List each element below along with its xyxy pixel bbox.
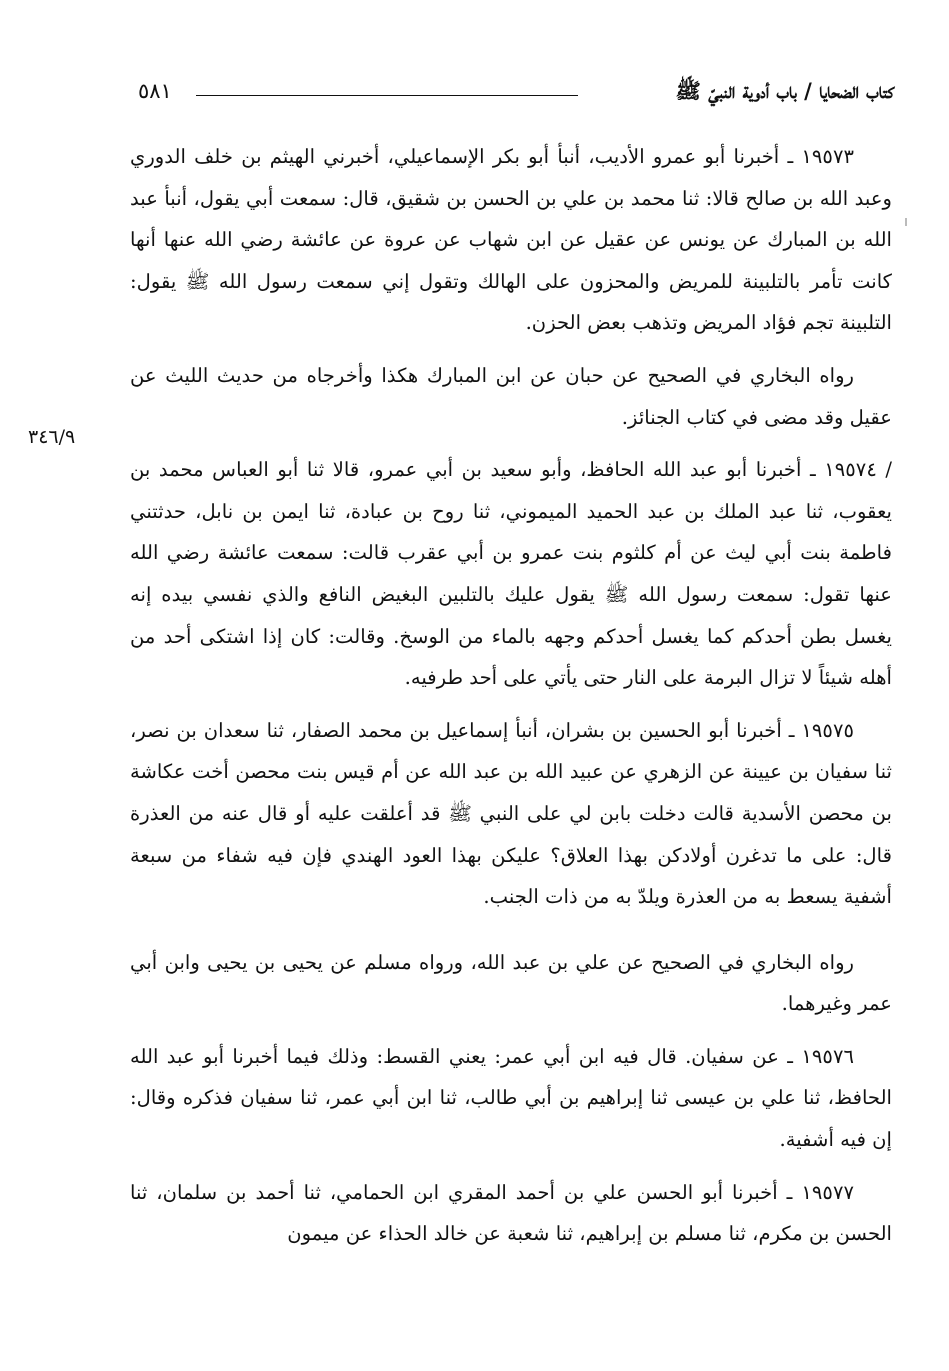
hadith-19575: ١٩٥٧٥ ـ أخبرنا أبو الحسين بن بشران، أنبأ إسماعيل بن محمد الصفار، ثنا سعدان بن نصر، ثنا سفيان بن عيينة عن الزهري عن عبيد الله بن عبد الله عن أم قيس بنت محصن أخت عكاشة بن محصن الأسدية قالت دخلت بابن لي على النبي ﷺ قد أعلقت عليه أو قال عنه من العذرة قال: على ما تدغرن أولادكن بهذا العلاق؟ عليكن بهذا العود الهندي فإن فيه شفاء من سبعة أشفية يسعط به من العذرة ويلدّ به من ذات الجنب. — [130, 718, 892, 909]
page-number: ٥٨١ — [138, 79, 172, 103]
hadith-19573: ١٩٥٧٣ ـ أخبرنا أبو عمرو الأديب، أنبأ أبو بكر الإسماعيلي، أخبرني الهيثم بن خلف الدوري وعبد الله بن صالح قالا: ثنا محمد بن علي بن الحسن بن شقيق، قال: سمعت أبي يقول، أنبأ عبد الله بن المبارك عن يونس عن عقيل عن ابن شهاب عن عروة عن عائشة رضي الله عنها أنها كانت تأمر بالتلبينة للمريض والمحزون على الهالك وتقول إني سمعت رسول الله ﷺ يقول: التلبينة تجم فؤاد المريض وتذهب بعض الحزن. — [130, 145, 892, 335]
chapter-title: كتاب الضحايا / باب أدوية النبيّ ﷺ — [675, 78, 894, 103]
main-text — [130, 136, 892, 1255]
margin-mark — [905, 218, 907, 226]
commentary-19575: رواه البخاري في الصحيح عن علي بن عبد الله، ورواه مسلم عن يحيى بن يحيى وابن أبي عمر وغيرهما. — [130, 950, 892, 1016]
margin-reference: ٣٤٦/٩ — [28, 426, 76, 448]
running-header — [138, 76, 894, 110]
hadith-19577: ١٩٥٧٧ ـ أخبرنا أبو الحسن علي بن أحمد المقري ابن الحمامي، ثنا أحمد بن سلمان، ثنا الحسن بن مكرم، ثنا مسلم بن إبراهيم، ثنا شعبة عن خالد الحذاء عن ميمون — [130, 1180, 892, 1246]
header-rule — [196, 95, 578, 96]
hadith-19574: / ١٩٥٧٤ ـ أخبرنا أبو عبد الله الحافظ، وأبو سعيد بن أبي عمرو، قالا ثنا أبو العباس محمد بن يعقوب، ثنا عبد الملك بن عبد الحميد الميموني، ثنا روح بن عبادة، ثنا ايمن بن نابل، حدثتني فاطمة بنت أبي ليث عن أم كلثوم بنت عمرو بن أبي عقرب قالت: سمعت عائشة رضي الله عنها تقول: سمعت رسول الله ﷺ يقول عليك بالتلبين البغيض النافع والذي نفسي بيده إنه يغسل بطن أحدكم كما يغسل أحدكم وجهه بالماء من الوسخ. وقالت: كان إذا اشتكى أحد من أهله شيئاً لا تزال البرمة على النار حتى يأتي على أحد طرفيه. — [130, 458, 892, 690]
commentary-19573: رواه البخاري في الصحيح عن حبان عن ابن المبارك هكذا وأخرجاه من حديث الليث عن عقيل وقد مضى في كتاب الجنائز. — [130, 363, 892, 429]
hadith-19576: ١٩٥٧٦ ـ عن سفيان. قال فيه ابن أبي عمر: يعني القسط: وذلك فيما أخبرنا أبو عبد الله الحافظ، ثنا علي بن عيسى ثنا إبراهيم بن أبي طالب، ثنا ابن أبي عمر، ثنا سفيان فذكره وقال: إن فيه أشفية. — [130, 1044, 892, 1152]
